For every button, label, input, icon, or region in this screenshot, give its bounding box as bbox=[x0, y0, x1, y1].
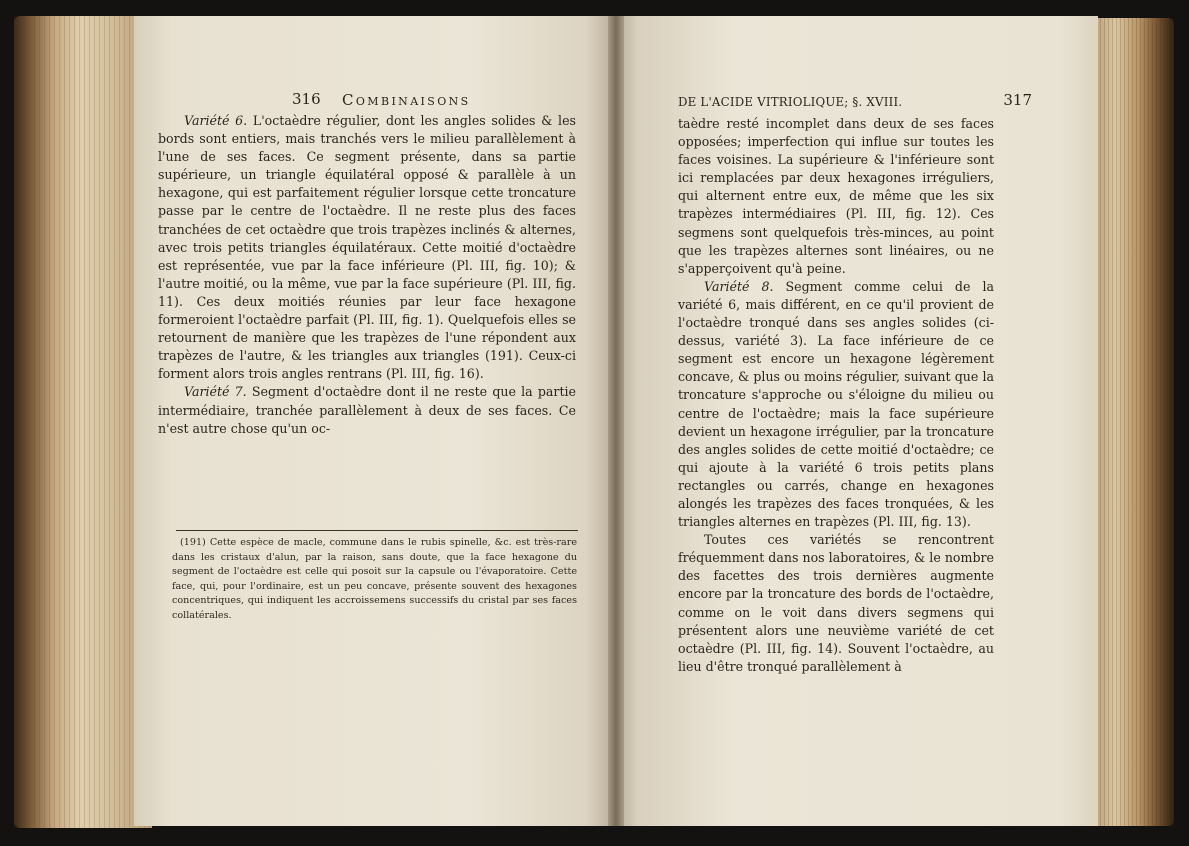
book-gutter bbox=[608, 16, 624, 826]
right-page-edges bbox=[1096, 18, 1174, 826]
right-paragraph bbox=[678, 278, 994, 531]
left-body-text bbox=[158, 112, 576, 438]
open-book bbox=[14, 12, 1174, 836]
left-paragraph bbox=[158, 383, 576, 437]
variety-label: Variété 7. bbox=[184, 384, 247, 400]
left-page-edges bbox=[14, 16, 152, 828]
right-paragraph bbox=[678, 115, 994, 278]
right-paragraph bbox=[678, 531, 994, 676]
right-running-title: DE L'ACIDE VITRIOLIQUE; §. XVIII. bbox=[678, 95, 903, 109]
paragraph-text: taèdre resté incomplet dans deux de ses faces opposées; imperfection qui influe sur toutes les faces voisines. La supérieure & l'inférieure sont ici remplacées par deux hexagones irréguliers, qui alternent entre eux, de même que les six trapèzes intermédiaires (Pl. III, fig. 12). Ces segmens sont quelquefois très-minces, au point que les trapèzes alternes sont linéaires, ou ne s'apperçoivent qu'à peine. bbox=[678, 116, 994, 276]
variety-label: Variété 6. bbox=[184, 113, 248, 128]
variety-label: Variété 8. bbox=[704, 278, 774, 294]
paragraph-text: Segment comme celui de la variété 6, mais différent, en ce qu'il provient de l'octaèdre tronqué dans ses angles solides (ci-dessus, variété 3). La face inférieure de ce segment est encore un hexagone légèrement concave, & plus ou moins régulier, suivant que la troncature s'approche ou s'éloigne du milieu ou centre de l'octaèdre; mais la face supérieure devient un hexagone irrégulier, par la troncature des angles solides de cette moitié d'octaèdre; ce qui ajoute à la variété 6 trois petits plans rectangles ou carrés, change en hexagones alongés les trapèzes des faces tronquées, & les triangles alternes en trapèzes (Pl. III, fig. 13). bbox=[678, 278, 994, 530]
left-paragraph bbox=[158, 112, 576, 383]
footnote bbox=[172, 536, 577, 624]
footnote-text: (191) Cette espèce de macle, commune dans le rubis spinelle, &c. est très-rare dans les cristaux d'alun, par la raison, sans doute, que la face hexagone du segment de l'octaèdre est celle qui posoit sur la capsule ou l'évaporatoire. Cette face, qui, pour l'ordinaire, est un peu concave, présente souvent des hexagones concentriques, qui indiquent les accroissemens successifs du cristal par ses faces collatérales. bbox=[172, 537, 577, 621]
right-page-number: 317 bbox=[1003, 91, 1032, 109]
left-page-number: 316 bbox=[292, 90, 321, 108]
paragraph-text: Segment d'octaèdre dont il ne reste que la partie intermédiaire, tranchée parallèlement à deux de ses faces. Ce n'est autre chose qu'un oc- bbox=[158, 384, 576, 436]
paragraph-text: L'octaèdre régulier, dont les angles solides & les bords sont entiers, mais tranchés vers le milieu parallèlement à l'une de ses faces. Ce segment présente, dans sa partie supérieure, un triangle équilatéral opposé & parallèle à un hexagone, qui est parfaitement régulier lorsque cette troncature passe par le centre de l'octaèdre. Il ne reste plus des faces tranchées de cet octaèdre que trois trapèzes inclinés & alternes, avec trois petits triangles équilatéraux. Cette moitié d'octaèdre est représentée, vue par la face inférieure (Pl. III, fig. 10); & l'autre moitié, ou la même, vue par la face supérieure (Pl. III, fig. 11). Ces deux moitiés réunies par leur face hexagone formeroient l'octaèdre parfait (Pl. III, fig. 1). Quelquefois elles se retournent de manière que les trapèzes de l'une répondent aux trapèzes de l'autre, & les triangles aux triangles (191). Ceux-ci forment alors trois angles rentrans (Pl. III, fig. 16). bbox=[158, 113, 576, 382]
right-body-text bbox=[678, 115, 994, 676]
footnote-rule bbox=[176, 530, 578, 531]
paragraph-text: Toutes ces variétés se rencontrent fréquemment dans nos laboratoires, & le nombre des facettes des trois dernières augmente encore par la troncature des bords de l'octaèdre, comme on le voit dans divers segmens qui présentent alors une neuvième variété de cet octaèdre (Pl. III, fig. 14). Souvent l'octaèdre, au lieu d'être tronqué parallèlement à bbox=[678, 532, 994, 674]
left-running-title: Combinaisons bbox=[342, 91, 471, 109]
